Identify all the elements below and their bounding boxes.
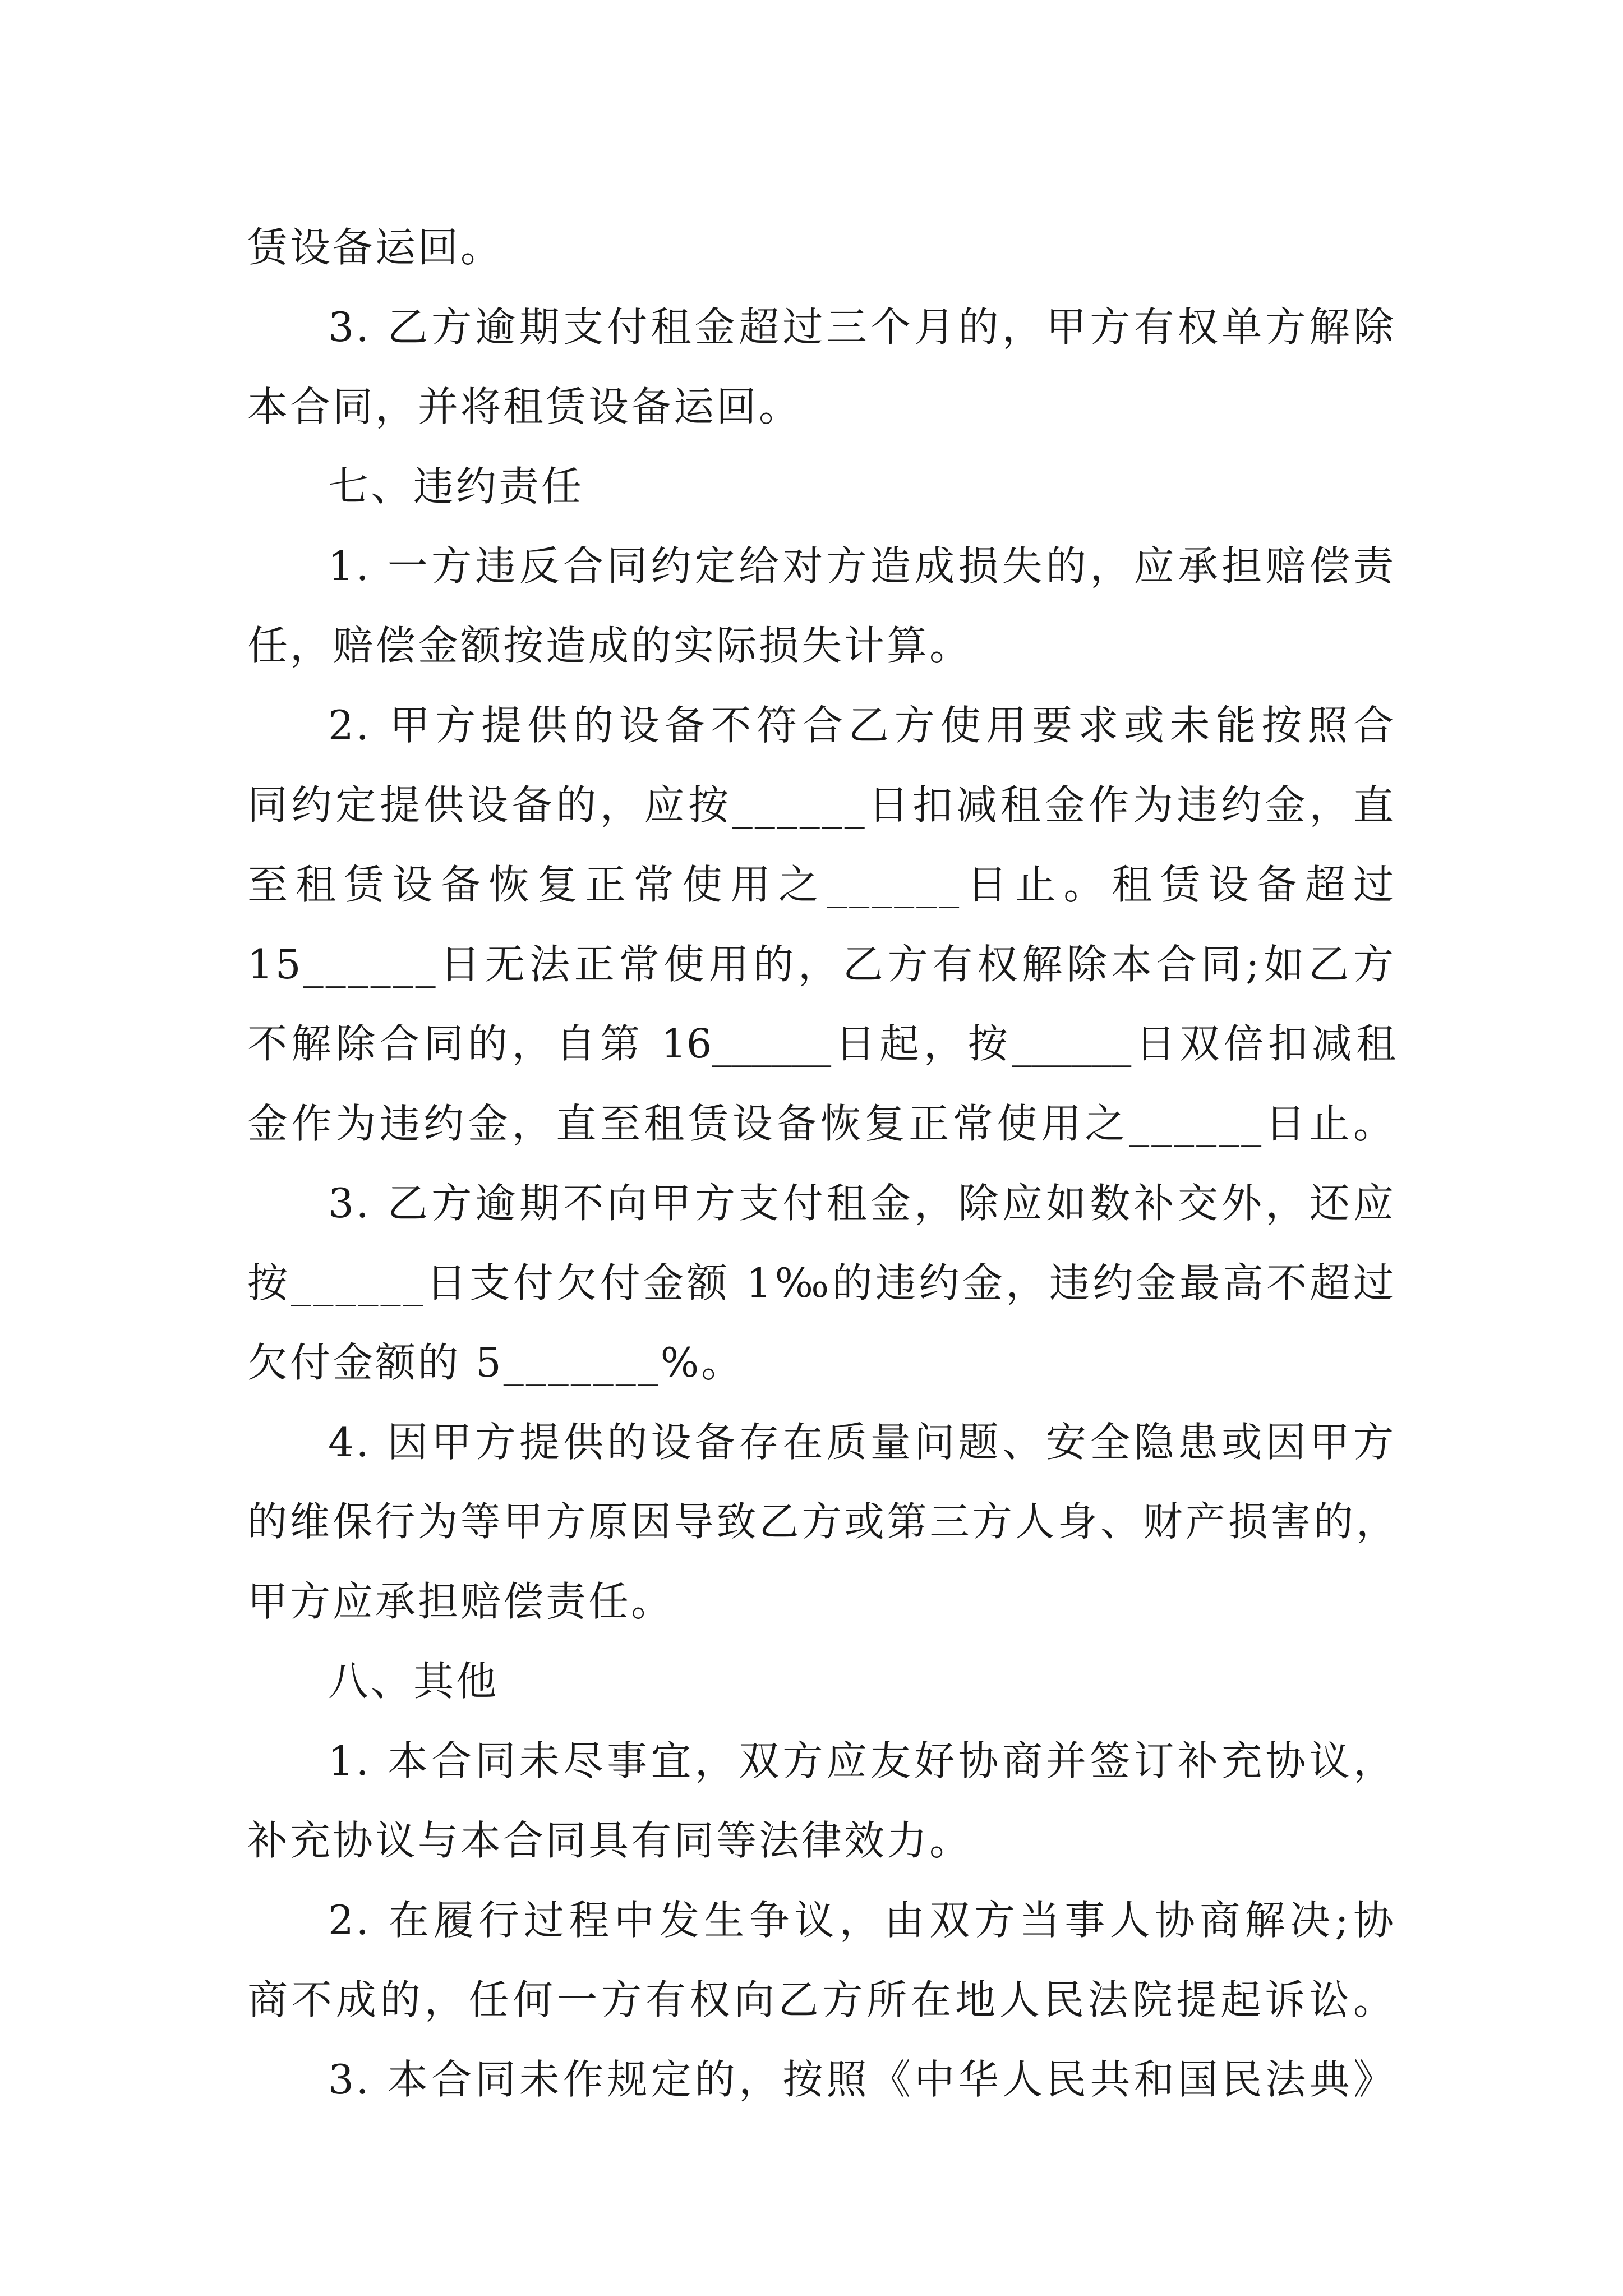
- text-line: 不解除合同的，自第 16______日起，按______日双倍扣减租: [247, 1020, 1396, 1067]
- text-line: 2. 在履行过程中发生争议，由双方当事人协商解决;协: [328, 1897, 1396, 1944]
- text-line: 4. 因甲方提供的设备存在质量问题、安全隐患或因甲方: [328, 1419, 1396, 1466]
- text-line: 补充协议与本合同具有同等法律效力。: [247, 1817, 972, 1864]
- text-line: 2. 甲方提供的设备不符合乙方使用要求或未能按照合: [328, 702, 1396, 749]
- text-line: 欠付金额的 5_______%。: [247, 1339, 744, 1386]
- text-line: 八、其他: [328, 1658, 499, 1705]
- text-line: 15______日无法正常使用的，乙方有权解除本合同;如乙方: [247, 941, 1396, 988]
- text-line: 至租赁设备恢复正常使用之______日止。租赁设备超过: [247, 861, 1396, 908]
- text-line: 3. 本合同未作规定的，按照《中华人民共和国民法典》: [328, 2056, 1396, 2103]
- text-line: 商不成的，任何一方有权向乙方所在地人民法院提起诉讼。: [247, 1976, 1396, 2023]
- text-line: 1. 本合同未尽事宜，双方应友好协商并签订补充协议，: [328, 1737, 1396, 1784]
- text-line: 同约定提供设备的，应按______日扣减租金作为违约金，直: [247, 781, 1396, 829]
- text-line: 本合同，并将租赁设备运回。: [247, 383, 802, 430]
- text-line: 3. 乙方逾期支付租金超过三个月的，甲方有权单方解除: [328, 303, 1396, 351]
- text-line: 金作为违约金，直至租赁设备恢复正常使用之______日止。: [247, 1100, 1396, 1147]
- text-line: 赁设备运回。: [247, 224, 504, 271]
- text-line: 的维保行为等甲方原因导致乙方或第三方人身、财产损害的，: [247, 1498, 1396, 1545]
- text-line: 任，赔偿金额按造成的实际损失计算。: [247, 622, 972, 669]
- text-line: 甲方应承担赔偿责任。: [247, 1578, 674, 1625]
- text-line: 1. 一方违反合同约定给对方造成损失的，应承担赔偿责: [328, 542, 1396, 590]
- text-line: 3. 乙方逾期不向甲方支付租金，除应如数补交外，还应: [328, 1180, 1396, 1227]
- document-body: [247, 208, 1396, 2119]
- text-line: 按______日支付欠付金额 1‰的违约金，违约金最高不超过: [247, 1259, 1396, 1306]
- text-line: 七、违约责任: [328, 463, 584, 510]
